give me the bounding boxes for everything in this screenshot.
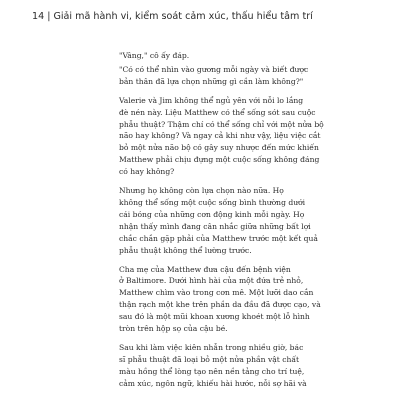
text-line: Sau khi làm việc kiên nhẫn trong nhiều giờ, bác <box>119 342 304 352</box>
text-line: Cha mẹ của Matthew đưa cậu đến bệnh viện <box>119 264 291 274</box>
text-line: ở Baltimore. Dưới hình hài của một đứa trẻ nhỏ, <box>119 276 304 286</box>
header-separator: | <box>47 11 51 22</box>
book-title: Giải mã hành vi, kiểm soát cảm xúc, thấu hiểu tâm trí <box>53 11 313 22</box>
text-line: cảm xúc, ngôn ngữ, khiếu hài hước, nỗi sợ hãi và <box>119 378 307 388</box>
text-line: nhận thấy mình đang cân nhắc giữa những bất lợi <box>119 221 311 231</box>
paragraph <box>119 64 311 88</box>
text-line: thận rạch một khe trên phần da đầu đã được cạo, và <box>119 300 321 310</box>
text-line: Valerie và Jim không thể ngủ yên với nỗi lo lắng <box>119 95 304 105</box>
paragraph <box>119 50 311 62</box>
text-line: bỏ một nửa não bộ có gây suy nhược đến mức khiến <box>119 143 319 153</box>
paragraph <box>119 342 311 390</box>
text-line: Matthew chìm vào trong cơn mê. Một lưỡi dao cắn <box>119 288 314 298</box>
text-line: bản thân đã lựa chọn những gì cần làm không?" <box>119 76 304 86</box>
text-line: sau đó là một mũi khoan xương khoét một lỗ hình <box>119 312 310 322</box>
text-line: tròn trên hộp sọ của cậu bé. <box>119 324 228 334</box>
body-text <box>119 50 324 397</box>
text-line: não hay không? Và ngay cả khi như vậy, liệu việc cắt <box>119 131 321 141</box>
text-line: không thể sống một cuộc sống bình thường dưới <box>119 197 306 207</box>
text-line: sĩ phẫu thuật đã loại bỏ một nửa phần vật chất <box>119 354 300 364</box>
text-line: Nhưng họ không còn lựa chọn nào nữa. Họ <box>119 186 284 196</box>
paragraph <box>119 185 318 256</box>
text-line: "Có có thể nhìn vào gương mỗi ngày và biết được <box>119 64 309 74</box>
text-line: có hay không? <box>119 167 175 177</box>
paragraph <box>119 95 324 178</box>
text-line: màu hồng thể lòng tạo nên nền tảng cho trí tuệ, <box>119 366 305 376</box>
text-line: cái bóng của những cơn động kinh mỗi ngày. Họ <box>119 209 305 219</box>
paragraph <box>119 264 321 335</box>
text-line: "Vâng," cô ấy đáp. <box>119 51 190 60</box>
page-number: 14 <box>32 11 45 22</box>
running-header <box>32 11 380 23</box>
text-line: phẫu thuật? Thậm chí có thể sống chỉ với một nửa bộ <box>119 119 324 129</box>
text-line: đè nén này. Liệu Matthew có thể sống sót sau cuộc <box>119 107 316 117</box>
text-line: phẫu thuật không thể lường trước. <box>119 245 252 255</box>
text-line: Matthew phải chịu đựng một cuộc sống không đáng <box>119 155 320 165</box>
text-line: chắc chắn gặp phải của Matthew trước một kết quả <box>119 233 318 243</box>
